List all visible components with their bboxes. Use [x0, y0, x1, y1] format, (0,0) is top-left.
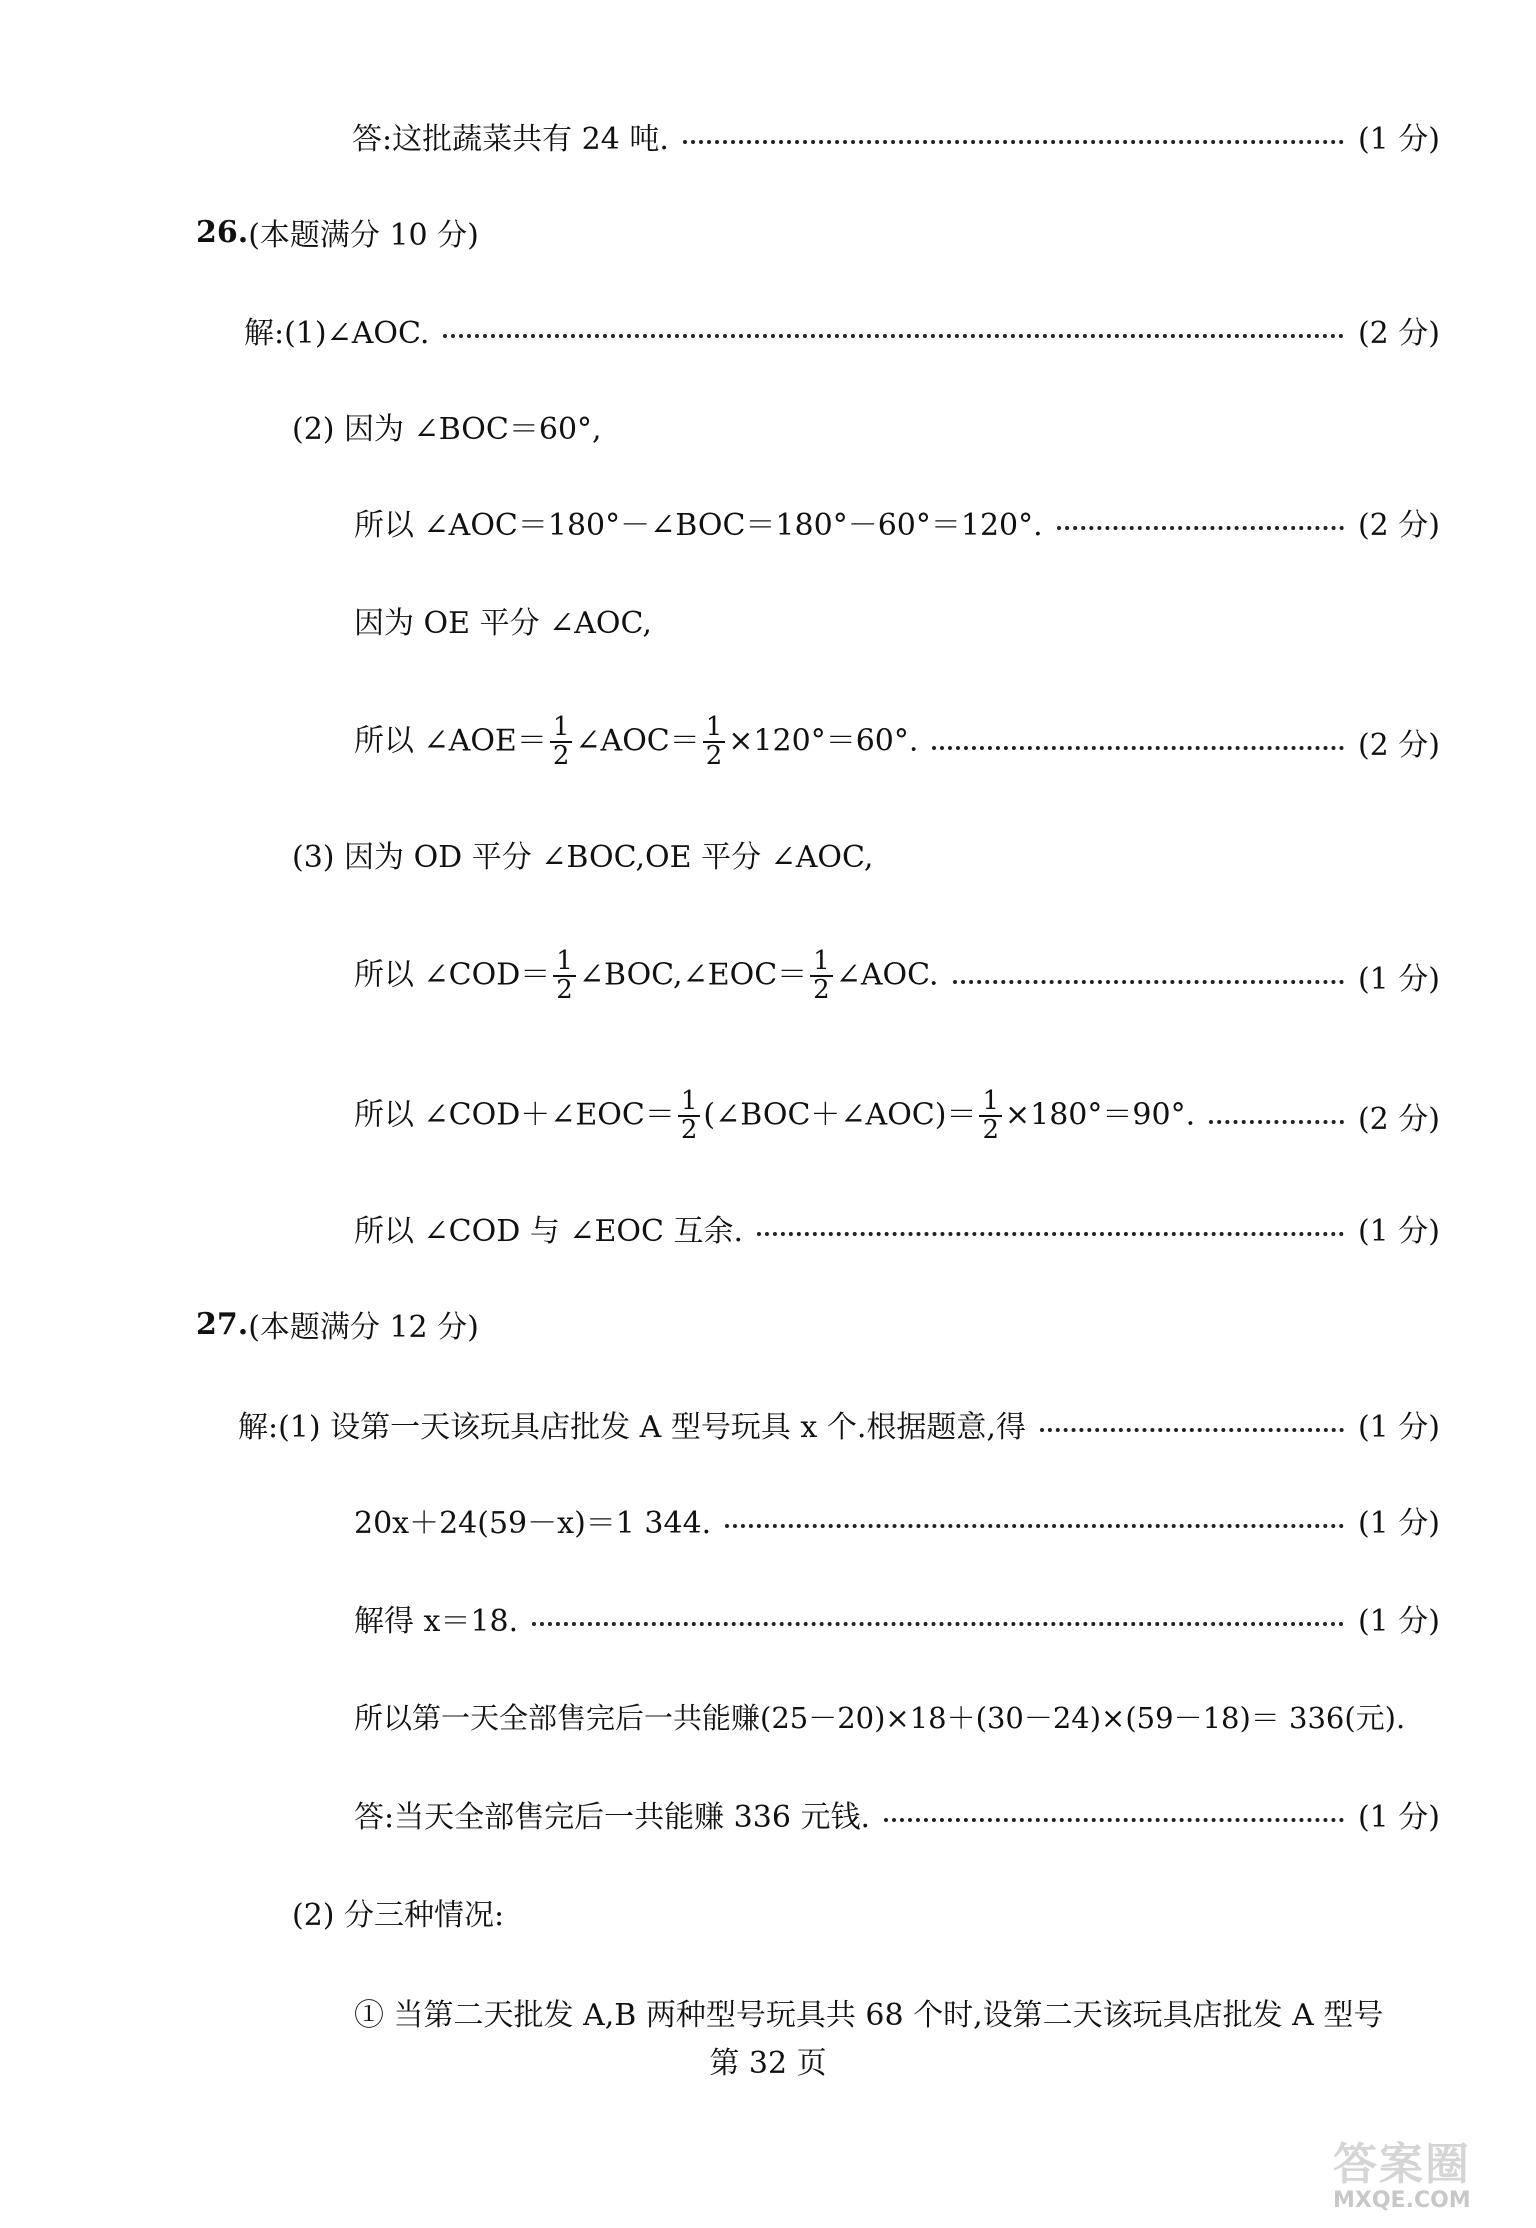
score-label: (2 分) [1357, 316, 1440, 351]
line-text: 解:(1)∠AOC. [244, 316, 430, 351]
dot-leader [443, 334, 1344, 338]
solution-line [354, 1586, 1440, 1650]
fraction-denominator: 2 [982, 1115, 999, 1145]
expr-part: (∠BOC＋∠AOC)＝ [703, 1097, 977, 1132]
line-text: 所以 ∠COD 与 ∠EOC 互余. [354, 1214, 744, 1249]
watermark-url: MXQE.COM [1333, 2188, 1471, 2213]
solution-line [238, 1392, 1440, 1456]
dot-leader [884, 1818, 1344, 1822]
expr-part: ∠AOC＝ [575, 723, 700, 758]
dot-leader [1209, 1120, 1344, 1124]
dot-leader [1057, 526, 1344, 530]
question-title: (本题满分 10 分) [248, 218, 479, 253]
solution-line [292, 822, 873, 886]
watermark-text: 答案圈 [1333, 2139, 1471, 2190]
solution-line [354, 1684, 1405, 1748]
line-text: 答:当天全部售完后一共能赚 336 元钱. [354, 1800, 870, 1835]
line-text: 解得 x＝18. [354, 1604, 519, 1639]
line-text: (3) 因为 OD 平分 ∠BOC,OE 平分 ∠AOC, [292, 840, 874, 875]
line-text: 解:(1) 设第一天该玩具店批发 A 型号玩具 x 个.根据题意,得 [238, 1410, 1026, 1445]
solution-line [354, 1076, 1440, 1156]
solution-line [354, 1782, 1440, 1846]
page-number: 第 32 页 [709, 2046, 827, 2081]
expr-part: ∠BOC,∠EOC＝ [578, 957, 808, 992]
line-text [354, 945, 939, 1005]
fraction-half [553, 945, 576, 1005]
fraction-half [678, 1085, 701, 1145]
fraction-denominator: 2 [680, 1115, 698, 1145]
score-label: (2 分) [1357, 1102, 1440, 1137]
fraction-half [703, 711, 726, 771]
line-text: (2) 分三种情况: [292, 1898, 505, 1933]
solution-line [354, 1980, 1383, 2044]
fraction-denominator: 2 [556, 975, 573, 1005]
question-number: 26. [196, 214, 249, 250]
line-text: ① 当第二天批发 A,B 两种型号玩具共 68 个时,设第二天该玩具店批发 A 型号 [354, 1998, 1384, 2033]
score-label: (1 分) [1357, 962, 1440, 997]
watermark-logo [1333, 2128, 1518, 2214]
fraction-half [979, 1085, 1002, 1145]
answer-line [352, 104, 1440, 168]
line-text: 所以第一天全部售完后一共能赚(25－20)×18＋(30－24)×(59－18)＝ 336(元). [354, 1700, 1406, 1735]
fraction-half [810, 945, 833, 1005]
solution-line [354, 702, 1440, 782]
line-text: 因为 OE 平分 ∠AOC, [354, 606, 652, 641]
dot-leader [683, 140, 1344, 144]
fraction-denominator: 2 [813, 975, 830, 1005]
solution-line [354, 588, 652, 652]
score-label: (1 分) [1357, 1604, 1440, 1639]
solution-line [292, 394, 602, 458]
fraction-denominator: 2 [552, 741, 570, 771]
score-label: (1 分) [1357, 1214, 1440, 1249]
question-header [196, 200, 479, 264]
fraction-numerator: 1 [553, 948, 576, 977]
score-label: (1 分) [1357, 1410, 1440, 1445]
expr-part: 所以 ∠AOE＝ [354, 723, 547, 758]
line-text: (2) 因为 ∠BOC＝60°, [292, 412, 602, 447]
fraction-half [550, 711, 573, 771]
fraction-denominator: 2 [705, 741, 723, 771]
dot-leader [532, 1622, 1344, 1626]
dot-leader [757, 1232, 1344, 1236]
solution-line [354, 1196, 1440, 1260]
solution-line [244, 298, 1440, 362]
question-number: 27. [196, 1306, 249, 1342]
expr-part: 所以 ∠COD＝ [354, 957, 551, 992]
dot-leader [1040, 1428, 1344, 1432]
dot-leader [932, 746, 1344, 750]
fraction-numerator: 1 [678, 1088, 701, 1117]
score-label: (2 分) [1357, 508, 1440, 543]
solution-line [354, 936, 1440, 1016]
expr-part: ×180°＝90°. [1005, 1097, 1196, 1132]
line-text [354, 711, 919, 771]
line-text: 答:这批蔬菜共有 24 吨. [352, 122, 669, 157]
question-title: (本题满分 12 分) [248, 1310, 479, 1345]
solution-line [354, 1488, 1440, 1552]
line-text: 所以 ∠AOC＝180°－∠BOC＝180°－60°＝120°. [354, 508, 1043, 543]
score-label: (1 分) [1357, 1506, 1440, 1541]
dot-leader [725, 1524, 1344, 1528]
question-header [196, 1292, 479, 1356]
solution-line [292, 1880, 504, 1944]
score-label: (1 分) [1357, 122, 1440, 157]
fraction-numerator: 1 [810, 948, 833, 977]
expr-part: ×120°＝60°. [728, 723, 919, 758]
line-text [354, 1085, 1196, 1145]
dot-leader [953, 980, 1344, 984]
expr-part: ∠AOC. [835, 957, 939, 992]
fraction-numerator: 1 [979, 1088, 1002, 1117]
score-label: (1 分) [1357, 1800, 1440, 1835]
expr-part: 所以 ∠COD＋∠EOC＝ [354, 1097, 675, 1132]
line-text: 20x＋24(59－x)＝1 344. [354, 1506, 712, 1541]
fraction-numerator: 1 [703, 714, 726, 743]
fraction-numerator: 1 [550, 714, 573, 743]
solution-line [354, 490, 1440, 554]
score-label: (2 分) [1357, 728, 1440, 763]
